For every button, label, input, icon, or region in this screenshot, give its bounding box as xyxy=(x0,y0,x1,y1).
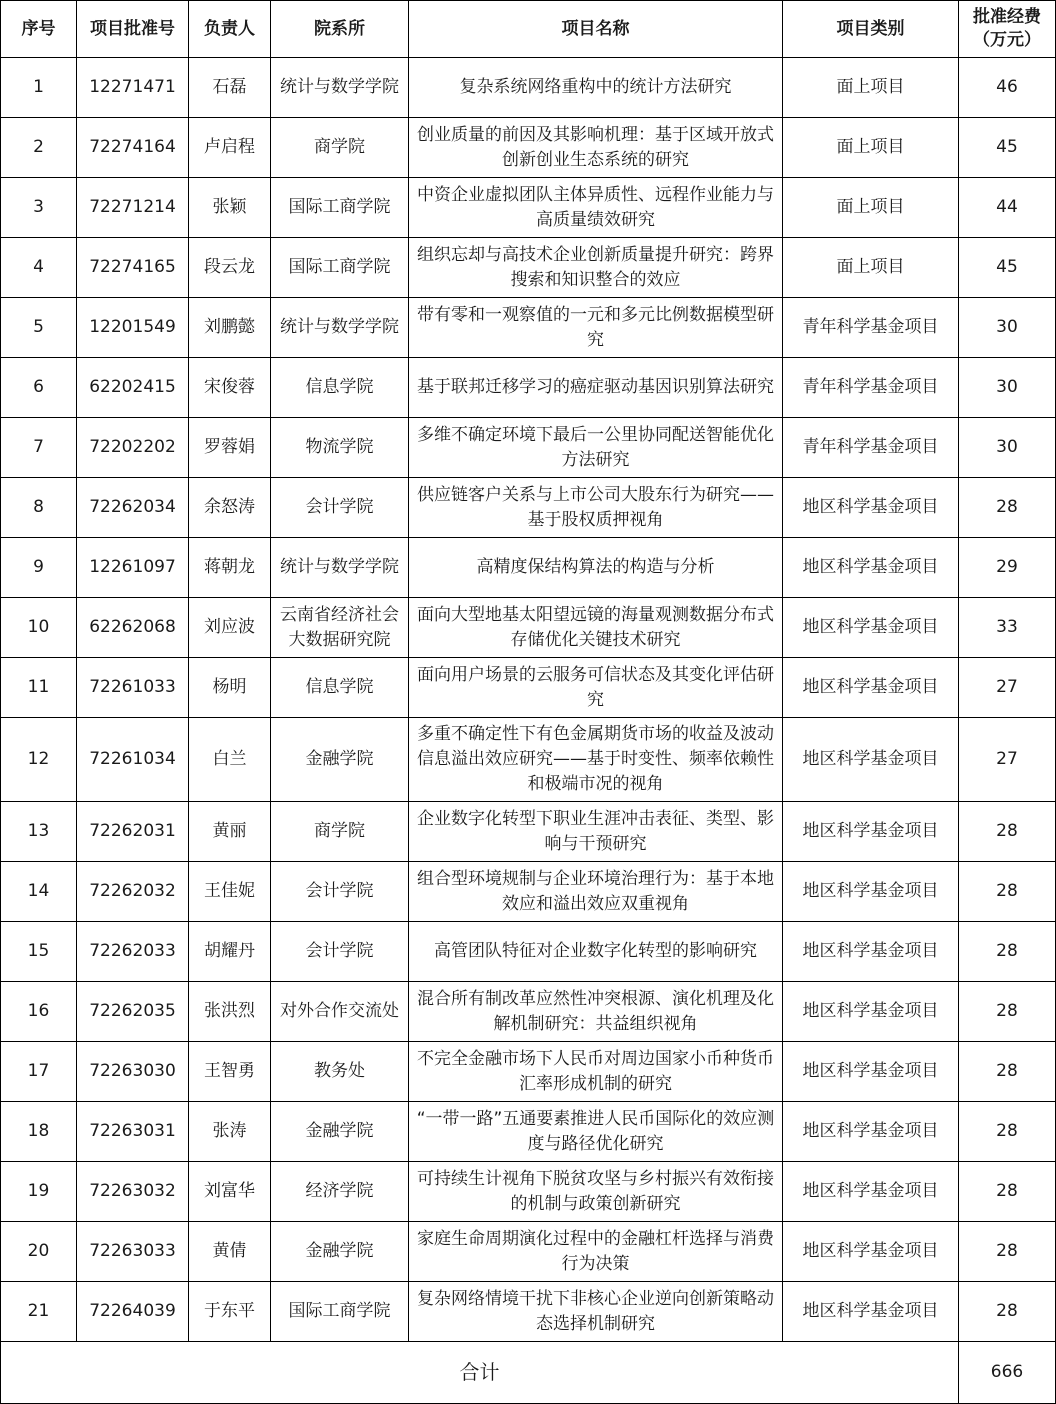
cell-index: 13 xyxy=(1,802,77,862)
cell-project-name: 组合型环境规制与企业环境治理行为：基于本地效应和溢出效应双重视角 xyxy=(409,862,783,922)
cell-department: 会计学院 xyxy=(271,922,409,982)
cell-department: 金融学院 xyxy=(271,1102,409,1162)
cell-approval-no: 72261034 xyxy=(77,718,189,802)
cell-leader: 卢启程 xyxy=(189,118,271,178)
cell-funding: 28 xyxy=(959,1222,1056,1282)
cell-funding: 28 xyxy=(959,1162,1056,1222)
cell-category: 青年科学基金项目 xyxy=(783,298,959,358)
table-row xyxy=(1,238,1056,298)
cell-funding: 28 xyxy=(959,802,1056,862)
header-leader: 负责人 xyxy=(189,1,271,58)
cell-leader: 张洪烈 xyxy=(189,982,271,1042)
cell-leader: 刘富华 xyxy=(189,1162,271,1222)
header-department: 院系所 xyxy=(271,1,409,58)
cell-department: 国际工商学院 xyxy=(271,238,409,298)
cell-project-name: 组织忘却与高技术企业创新质量提升研究：跨界搜索和知识整合的效应 xyxy=(409,238,783,298)
cell-funding: 30 xyxy=(959,358,1056,418)
cell-department: 会计学院 xyxy=(271,862,409,922)
cell-approval-no: 12271471 xyxy=(77,58,189,118)
cell-leader: 宋俊蓉 xyxy=(189,358,271,418)
cell-category: 地区科学基金项目 xyxy=(783,1282,959,1342)
cell-category: 地区科学基金项目 xyxy=(783,1102,959,1162)
table-row xyxy=(1,358,1056,418)
cell-project-name: 多维不确定环境下最后一公里协同配送智能优化方法研究 xyxy=(409,418,783,478)
cell-approval-no: 72263030 xyxy=(77,1042,189,1102)
cell-index: 16 xyxy=(1,982,77,1042)
cell-department: 国际工商学院 xyxy=(271,1282,409,1342)
table-row xyxy=(1,1162,1056,1222)
table-row xyxy=(1,298,1056,358)
cell-category: 面上项目 xyxy=(783,118,959,178)
cell-leader: 张涛 xyxy=(189,1102,271,1162)
cell-approval-no: 72261033 xyxy=(77,658,189,718)
cell-project-name: 创业质量的前因及其影响机理：基于区域开放式创新创业生态系统的研究 xyxy=(409,118,783,178)
cell-project-name: 家庭生命周期演化过程中的金融杠杆选择与消费行为决策 xyxy=(409,1222,783,1282)
cell-funding: 28 xyxy=(959,1102,1056,1162)
header-project-name: 项目名称 xyxy=(409,1,783,58)
table-row xyxy=(1,982,1056,1042)
cell-approval-no: 72263031 xyxy=(77,1102,189,1162)
cell-funding: 28 xyxy=(959,478,1056,538)
cell-category: 地区科学基金项目 xyxy=(783,982,959,1042)
cell-leader: 王智勇 xyxy=(189,1042,271,1102)
cell-leader: 罗蓉娟 xyxy=(189,418,271,478)
cell-funding: 30 xyxy=(959,418,1056,478)
table-row xyxy=(1,862,1056,922)
cell-approval-no: 72263033 xyxy=(77,1222,189,1282)
table-row xyxy=(1,478,1056,538)
cell-approval-no: 72271214 xyxy=(77,178,189,238)
cell-category: 面上项目 xyxy=(783,58,959,118)
cell-index: 5 xyxy=(1,298,77,358)
cell-index: 4 xyxy=(1,238,77,298)
table-footer xyxy=(1,1342,1056,1404)
cell-project-name: 企业数字化转型下职业生涯冲击表征、类型、影响与干预研究 xyxy=(409,802,783,862)
cell-leader: 杨明 xyxy=(189,658,271,718)
cell-leader: 余怒涛 xyxy=(189,478,271,538)
header-approval-no: 项目批准号 xyxy=(77,1,189,58)
cell-approval-no: 72274165 xyxy=(77,238,189,298)
cell-department: 商学院 xyxy=(271,118,409,178)
cell-project-name: 不完全金融市场下人民币对周边国家小币种货币汇率形成机制的研究 xyxy=(409,1042,783,1102)
cell-department: 统计与数学学院 xyxy=(271,538,409,598)
table-row xyxy=(1,802,1056,862)
header-category: 项目类别 xyxy=(783,1,959,58)
cell-approval-no: 12261097 xyxy=(77,538,189,598)
cell-project-name: 混合所有制改革应然性冲突根源、演化机理及化解机制研究：共益组织视角 xyxy=(409,982,783,1042)
cell-category: 青年科学基金项目 xyxy=(783,358,959,418)
cell-category: 地区科学基金项目 xyxy=(783,598,959,658)
cell-leader: 黄丽 xyxy=(189,802,271,862)
cell-index: 10 xyxy=(1,598,77,658)
cell-leader: 蒋朝龙 xyxy=(189,538,271,598)
table-body xyxy=(1,58,1056,1342)
cell-leader: 于东平 xyxy=(189,1282,271,1342)
cell-project-name: 复杂网络情境干扰下非核心企业逆向创新策略动态选择机制研究 xyxy=(409,1282,783,1342)
cell-category: 地区科学基金项目 xyxy=(783,478,959,538)
cell-category: 地区科学基金项目 xyxy=(783,862,959,922)
cell-project-name: 高管团队特征对企业数字化转型的影响研究 xyxy=(409,922,783,982)
cell-project-name: 复杂系统网络重构中的统计方法研究 xyxy=(409,58,783,118)
cell-project-name: 基于联邦迁移学习的癌症驱动基因识别算法研究 xyxy=(409,358,783,418)
cell-funding: 45 xyxy=(959,238,1056,298)
cell-department: 教务处 xyxy=(271,1042,409,1102)
cell-approval-no: 72262034 xyxy=(77,478,189,538)
cell-category: 地区科学基金项目 xyxy=(783,1162,959,1222)
cell-department: 经济学院 xyxy=(271,1162,409,1222)
cell-project-name: 中资企业虚拟团队主体异质性、远程作业能力与高质量绩效研究 xyxy=(409,178,783,238)
cell-approval-no: 72202202 xyxy=(77,418,189,478)
cell-funding: 45 xyxy=(959,118,1056,178)
cell-department: 云南省经济社会大数据研究院 xyxy=(271,598,409,658)
table-row xyxy=(1,598,1056,658)
table-row xyxy=(1,118,1056,178)
cell-funding: 33 xyxy=(959,598,1056,658)
cell-category: 地区科学基金项目 xyxy=(783,1222,959,1282)
cell-leader: 黄倩 xyxy=(189,1222,271,1282)
cell-leader: 石磊 xyxy=(189,58,271,118)
cell-project-name: 带有零和一观察值的一元和多元比例数据模型研究 xyxy=(409,298,783,358)
cell-category: 青年科学基金项目 xyxy=(783,418,959,478)
cell-funding: 30 xyxy=(959,298,1056,358)
header-row xyxy=(1,1,1056,58)
table-row xyxy=(1,418,1056,478)
cell-funding: 44 xyxy=(959,178,1056,238)
cell-leader: 段云龙 xyxy=(189,238,271,298)
cell-project-name: 多重不确定性下有色金属期货市场的收益及波动信息溢出效应研究——基于时变性、频率依赖性和极端市况的视角 xyxy=(409,718,783,802)
cell-index: 21 xyxy=(1,1282,77,1342)
cell-approval-no: 72262031 xyxy=(77,802,189,862)
cell-funding: 28 xyxy=(959,1282,1056,1342)
cell-index: 20 xyxy=(1,1222,77,1282)
cell-department: 会计学院 xyxy=(271,478,409,538)
cell-index: 15 xyxy=(1,922,77,982)
cell-leader: 胡耀丹 xyxy=(189,922,271,982)
table-row xyxy=(1,658,1056,718)
table-header xyxy=(1,1,1056,58)
table-row xyxy=(1,1282,1056,1342)
cell-approval-no: 72264039 xyxy=(77,1282,189,1342)
cell-category: 地区科学基金项目 xyxy=(783,1042,959,1102)
cell-category: 地区科学基金项目 xyxy=(783,802,959,862)
cell-approval-no: 72262035 xyxy=(77,982,189,1042)
cell-project-name: 面向用户场景的云服务可信状态及其变化评估研究 xyxy=(409,658,783,718)
cell-approval-no: 72274164 xyxy=(77,118,189,178)
cell-department: 统计与数学学院 xyxy=(271,58,409,118)
cell-leader: 张颖 xyxy=(189,178,271,238)
cell-department: 国际工商学院 xyxy=(271,178,409,238)
cell-department: 信息学院 xyxy=(271,358,409,418)
cell-funding: 29 xyxy=(959,538,1056,598)
cell-index: 2 xyxy=(1,118,77,178)
cell-leader: 王佳妮 xyxy=(189,862,271,922)
cell-leader: 刘鹏懿 xyxy=(189,298,271,358)
cell-department: 物流学院 xyxy=(271,418,409,478)
table-row xyxy=(1,1222,1056,1282)
cell-index: 12 xyxy=(1,718,77,802)
cell-funding: 46 xyxy=(959,58,1056,118)
cell-funding: 27 xyxy=(959,718,1056,802)
cell-department: 商学院 xyxy=(271,802,409,862)
cell-project-name: “一带一路”五通要素推进人民币国际化的效应测度与路径优化研究 xyxy=(409,1102,783,1162)
cell-funding: 28 xyxy=(959,922,1056,982)
cell-approval-no: 72262033 xyxy=(77,922,189,982)
cell-project-name: 面向大型地基太阳望远镜的海量观测数据分布式存储优化关键技术研究 xyxy=(409,598,783,658)
cell-department: 信息学院 xyxy=(271,658,409,718)
cell-department: 金融学院 xyxy=(271,1222,409,1282)
cell-category: 地区科学基金项目 xyxy=(783,658,959,718)
cell-category: 地区科学基金项目 xyxy=(783,922,959,982)
cell-approval-no: 72262032 xyxy=(77,862,189,922)
cell-funding: 28 xyxy=(959,982,1056,1042)
cell-index: 8 xyxy=(1,478,77,538)
total-value: 666 xyxy=(959,1342,1056,1404)
cell-department: 对外合作交流处 xyxy=(271,982,409,1042)
total-row xyxy=(1,1342,1056,1404)
cell-project-name: 供应链客户关系与上市公司大股东行为研究——基于股权质押视角 xyxy=(409,478,783,538)
header-funding-line1: 批准经费 xyxy=(973,7,1041,27)
cell-index: 14 xyxy=(1,862,77,922)
cell-leader: 刘应波 xyxy=(189,598,271,658)
cell-funding: 28 xyxy=(959,862,1056,922)
cell-index: 9 xyxy=(1,538,77,598)
cell-project-name: 可持续生计视角下脱贫攻坚与乡村振兴有效衔接的机制与政策创新研究 xyxy=(409,1162,783,1222)
cell-department: 金融学院 xyxy=(271,718,409,802)
cell-leader: 白兰 xyxy=(189,718,271,802)
cell-index: 3 xyxy=(1,178,77,238)
table-row xyxy=(1,538,1056,598)
cell-funding: 28 xyxy=(959,1042,1056,1102)
table-row xyxy=(1,1102,1056,1162)
header-funding-line2: （万元） xyxy=(973,30,1041,50)
cell-index: 17 xyxy=(1,1042,77,1102)
cell-funding: 27 xyxy=(959,658,1056,718)
total-label: 合计 xyxy=(1,1342,959,1404)
cell-index: 11 xyxy=(1,658,77,718)
cell-category: 面上项目 xyxy=(783,238,959,298)
table-row xyxy=(1,1042,1056,1102)
cell-category: 地区科学基金项目 xyxy=(783,538,959,598)
cell-category: 地区科学基金项目 xyxy=(783,718,959,802)
cell-approval-no: 72263032 xyxy=(77,1162,189,1222)
cell-index: 19 xyxy=(1,1162,77,1222)
table-row xyxy=(1,58,1056,118)
table-row xyxy=(1,922,1056,982)
cell-project-name: 高精度保结构算法的构造与分析 xyxy=(409,538,783,598)
cell-department: 统计与数学学院 xyxy=(271,298,409,358)
cell-approval-no: 62262068 xyxy=(77,598,189,658)
cell-approval-no: 12201549 xyxy=(77,298,189,358)
cell-index: 6 xyxy=(1,358,77,418)
cell-index: 1 xyxy=(1,58,77,118)
cell-index: 7 xyxy=(1,418,77,478)
cell-category: 面上项目 xyxy=(783,178,959,238)
cell-index: 18 xyxy=(1,1102,77,1162)
cell-approval-no: 62202415 xyxy=(77,358,189,418)
header-index: 序号 xyxy=(1,1,77,58)
table-row xyxy=(1,718,1056,802)
table-row xyxy=(1,178,1056,238)
header-funding xyxy=(959,1,1056,58)
